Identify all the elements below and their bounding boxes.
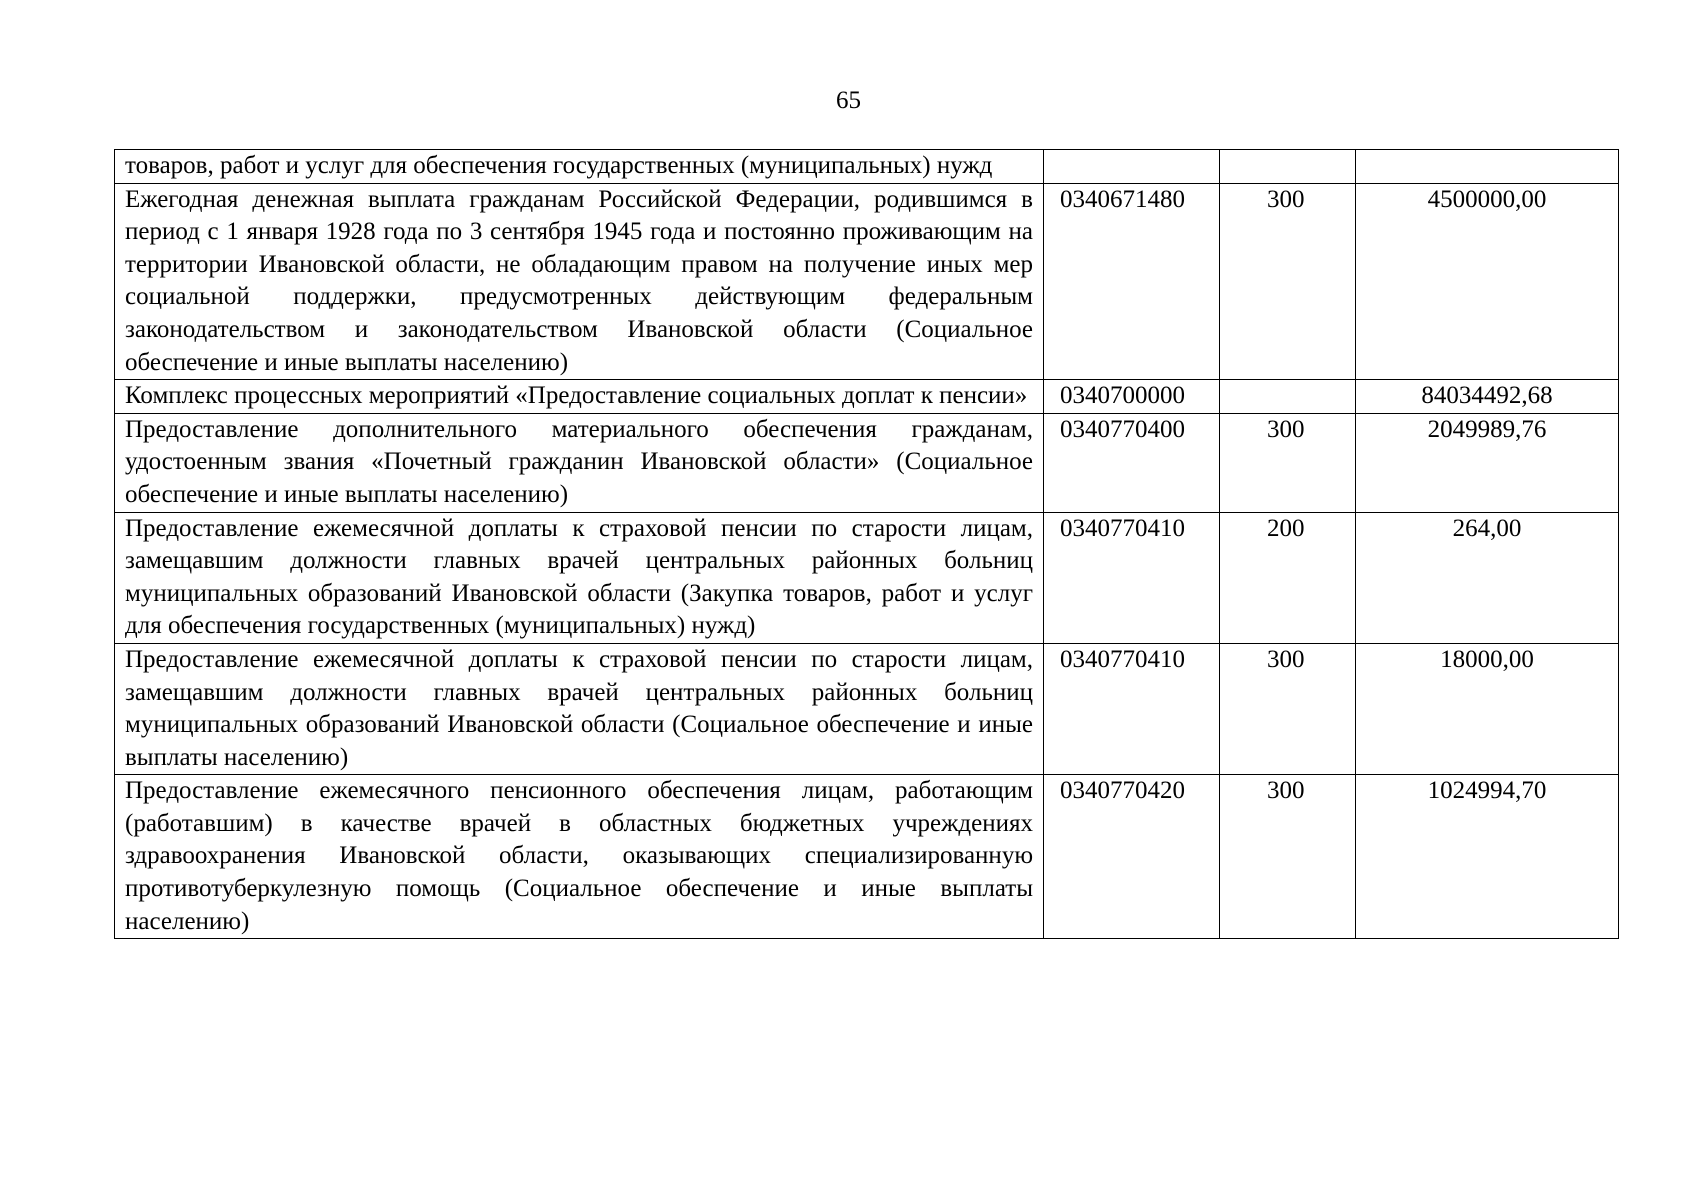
row-target-code: 0340770400 (1044, 413, 1220, 512)
row-amount: 2049989,76 (1356, 413, 1619, 512)
row-amount: 264,00 (1356, 512, 1619, 643)
row-expense-type: 300 (1220, 183, 1356, 380)
row-amount: 84034492,68 (1356, 380, 1619, 414)
row-expense-type: 300 (1220, 413, 1356, 512)
row-description: Предоставление ежемесячной доплаты к страховой пенсии по старости лицам, замещавшим должности главных врачей центральных районных больниц муниципальных образований Ивановской области (Закупка товаров, работ и услуг для обеспечения государственных (муниципальных) нужд) (115, 512, 1044, 643)
table-row (115, 643, 1619, 774)
row-amount (1356, 150, 1619, 184)
row-expense-type (1220, 150, 1356, 184)
row-description: Предоставление дополнительного материального обеспечения гражданам, удостоенным звания «Почетный гражданин Ивановской области» (Социальное обеспечение и иные выплаты населению) (115, 413, 1044, 512)
row-target-code: 0340770420 (1044, 775, 1220, 939)
page-number: 65 (836, 87, 861, 114)
row-description: Ежегодная денежная выплата гражданам Российской Федерации, родившимся в период с 1 января 1928 года по 3 сентября 1945 года и постоянно проживающим на территории Ивановской области, не обладающим правом на получение иных мер социальной поддержки, предусмотренных действующим федеральным законодательством и законодательством Ивановской области (Социальное обеспечение и иные выплаты населению) (115, 183, 1044, 380)
row-description: Комплекс процессных мероприятий «Предоставление социальных доплат к пенсии» (115, 380, 1044, 414)
row-target-code: 0340671480 (1044, 183, 1220, 380)
row-target-code (1044, 150, 1220, 184)
table-row (115, 150, 1619, 184)
row-expense-type: 300 (1220, 643, 1356, 774)
row-target-code: 0340770410 (1044, 512, 1220, 643)
row-expense-type (1220, 380, 1356, 414)
row-expense-type: 200 (1220, 512, 1356, 643)
row-target-code: 0340770410 (1044, 643, 1220, 774)
budget-table (114, 149, 1619, 939)
table-row (115, 380, 1619, 414)
row-expense-type: 300 (1220, 775, 1356, 939)
table-row (115, 413, 1619, 512)
row-amount: 1024994,70 (1356, 775, 1619, 939)
table-row (115, 775, 1619, 939)
table-row (115, 512, 1619, 643)
row-amount: 18000,00 (1356, 643, 1619, 774)
row-target-code: 0340700000 (1044, 380, 1220, 414)
table-row (115, 183, 1619, 380)
row-description: Предоставление ежемесячного пенсионного обеспечения лицам, работающим (работавшим) в качестве врачей в областных бюджетных учреждениях здравоохранения Ивановской области, оказывающих специализированную противотуберкулезную помощь (Социальное обеспечение и иные выплаты населению) (115, 775, 1044, 939)
row-description: товаров, работ и услуг для обеспечения государственных (муниципальных) нужд (115, 150, 1044, 184)
row-description: Предоставление ежемесячной доплаты к страховой пенсии по старости лицам, замещавшим должности главных врачей центральных районных больниц муниципальных образований Ивановской области (Социальное обеспечение и иные выплаты населению) (115, 643, 1044, 774)
row-amount: 4500000,00 (1356, 183, 1619, 380)
